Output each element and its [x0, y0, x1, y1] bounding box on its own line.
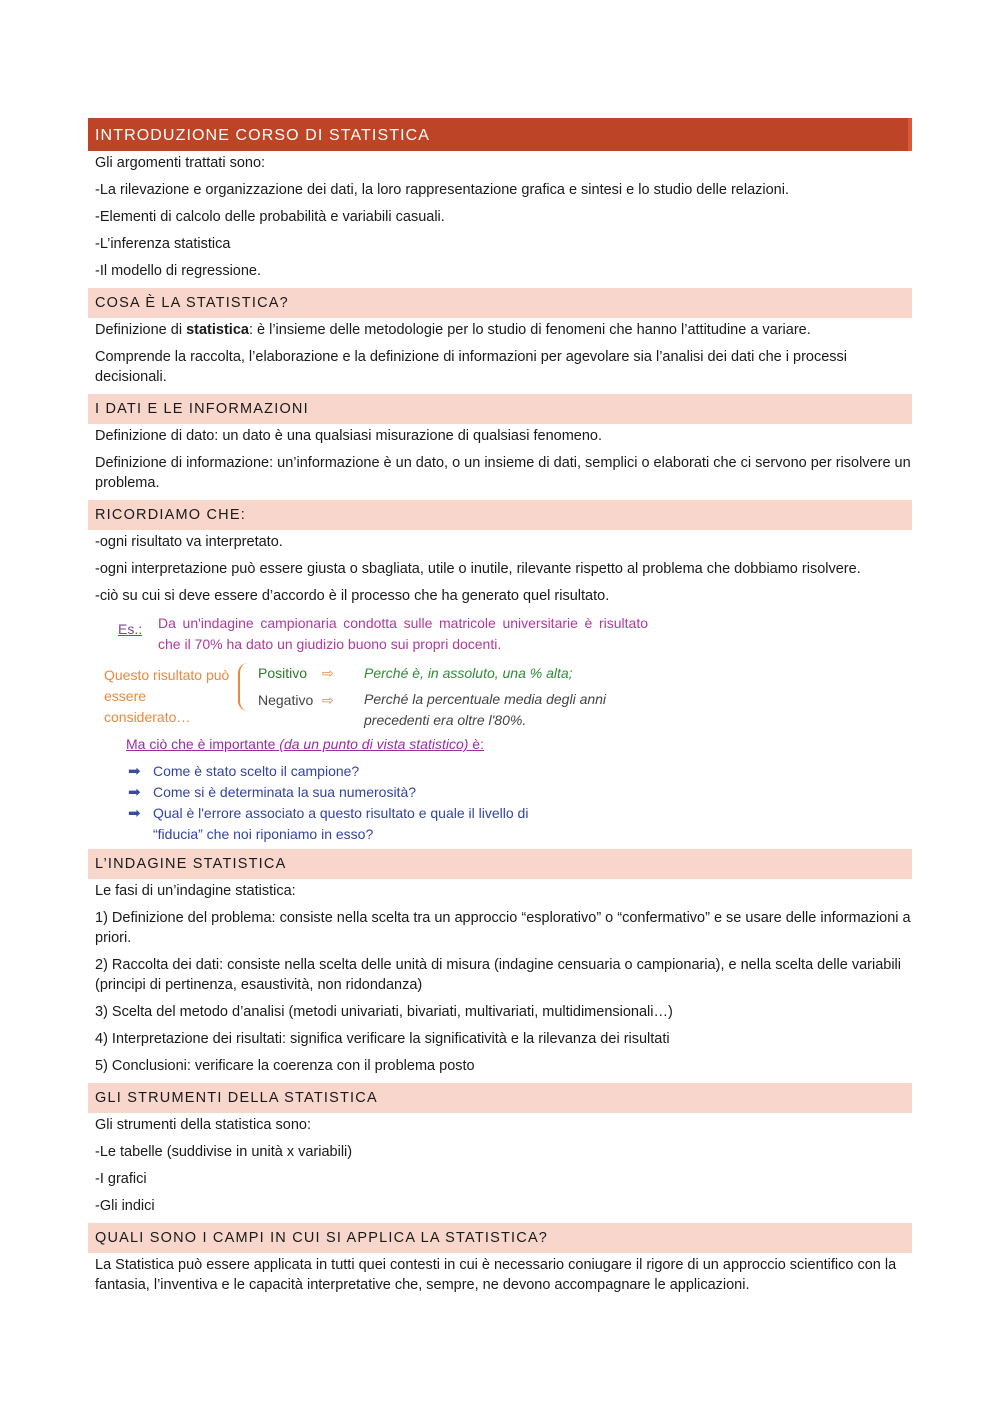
section-heading-dati-informazioni: I DATI E LE INFORMAZIONI — [88, 394, 912, 424]
document-page — [88, 118, 912, 1302]
intro-line: -Elementi di calcolo delle probabilità e variabili casuali. — [95, 209, 445, 225]
example-question-heading — [126, 736, 484, 752]
ma-suffix: è: — [468, 736, 484, 752]
paragraph: -ogni risultato va interpretato. — [95, 534, 283, 550]
example-figure — [88, 613, 912, 846]
paragraph: Le fasi di un’indagine statistica: — [95, 883, 296, 899]
paragraph: La Statistica può essere applicata in tutti quei contesti in cui è necessario coniugare il rigore di un approccio scientifico con la fantasia, l’inventiva e le capacità interpretative che, sempre, ne devono accompagnare le applicazioni. — [95, 1257, 897, 1293]
list-item: ➡ Come è stato scelto il campione? — [128, 763, 360, 780]
intro-line: -La rilevazione e organizzazione dei dati, la loro rappresentazione grafica e sintesi e lo studio delle relazioni. — [95, 182, 789, 198]
paragraph: -ciò su cui si deve essere d’accordo è il processo che ha generato quel risultato. — [95, 588, 610, 604]
paragraph: -ogni interpretazione può essere giusta o sbagliata, utile o inutile, rilevante rispetto al problema che dobbiamo risolvere. — [95, 561, 861, 577]
list-item: -Gli indici — [95, 1198, 155, 1214]
ma-prefix: Ma ciò che è importante — [126, 736, 280, 752]
list-item: -Le tabelle (suddivise in unità x variabili) — [95, 1144, 353, 1160]
list-item: ➡ Qual è l'errore associato a questo risultato e quale il livello di “fiducia” che noi riponiamo in esso? — [128, 805, 529, 842]
phase-item: 5) Conclusioni: verificare la coerenza con il problema posto — [95, 1058, 475, 1074]
paragraph: Comprende la raccolta, l’elaborazione e la definizione di informazioni per agevolare sia l’analisi dei dati che i processi decisionali. — [95, 349, 847, 385]
definition-term: statistica — [186, 322, 249, 338]
example-intro: Da un'indagine campionaria condotta sulle matricole universitarie è risultato che il 70% ha dato un giudizio buono sui propri docenti. — [158, 615, 648, 652]
phase-item: 2) Raccolta dei dati: consiste nella scelta delle unità di misura (indagine censuaria o campionaria), e nella scelta delle variabili (principi di pertinenza, esaustività, non ridondanza) — [95, 957, 901, 993]
section-heading-campi-applicazione: QUALI SONO I CAMPI IN CUI SI APPLICA LA STATISTICA? — [88, 1223, 912, 1253]
definition-statistica — [88, 320, 912, 340]
definition-prefix: Definizione di — [95, 322, 187, 338]
section-heading-ricordiamo-che: RICORDIAMO CHE: — [88, 500, 912, 530]
example-label: Es.: — [118, 621, 143, 637]
document-title: INTRODUZIONE CORSO DI STATISTICA — [88, 118, 912, 151]
option-positive: Positivo — [258, 665, 308, 681]
section-heading-cosa-e-la-statistica: COSA È LA STATISTICA? — [88, 288, 912, 318]
arrow-right-icon: ⇨ — [322, 665, 334, 681]
paragraph: Definizione di dato: un dato è una qualsiasi misurazione di qualsiasi fenomeno. — [95, 428, 603, 444]
list-item: ➡ Come si è determinata la sua numerosità? — [128, 784, 417, 801]
reason-positive: Perché è, in assoluto, una % alta; — [364, 665, 573, 681]
list-item: -I grafici — [95, 1171, 147, 1187]
arrow-right-icon: ➡ — [128, 805, 141, 822]
arrow-right-icon: ➡ — [128, 763, 141, 780]
phase-item: 1) Definizione del problema: consiste nella scelta tra un approccio “esplorativo” o “confermativo” e se usare delle informazioni a priori. — [95, 910, 911, 946]
phase-item: 3) Scelta del metodo d’analisi (metodi univariati, bivariati, multivariati, multidimensionali…) — [95, 1004, 673, 1020]
intro-line: -Il modello di regressione. — [95, 263, 262, 279]
definition-text: : è l’insieme delle metodologie per lo studio di fenomeni che hanno l’attitudine a variare. — [248, 322, 811, 338]
intro-line: -L’inferenza statistica — [95, 236, 231, 252]
brace-shape — [238, 663, 250, 711]
example-question: Questo risultato può essere considerato… — [104, 667, 230, 725]
section-heading-indagine-statistica: L’INDAGINE STATISTICA — [88, 849, 912, 879]
reason-negative: Perché la percentuale media degli anni precedenti era oltre l'80%. — [364, 691, 607, 728]
ma-italic: (da un punto di vista statistico) — [279, 736, 469, 752]
arrow-right-icon: ⇨ — [322, 692, 334, 708]
option-negative: Negativo — [258, 692, 314, 708]
intro-line: Gli argomenti trattati sono: — [95, 155, 266, 171]
paragraph: Gli strumenti della statistica sono: — [95, 1117, 311, 1133]
section-heading-strumenti: GLI STRUMENTI DELLA STATISTICA — [88, 1083, 912, 1113]
phase-item: 4) Interpretazione dei risultati: significa verificare la significatività e la rilevanza dei risultati — [95, 1031, 670, 1047]
arrow-right-icon: ➡ — [128, 784, 141, 801]
paragraph: Definizione di informazione: un’informazione è un dato, o un insieme di dati, semplici o elaborati che ci servono per risolvere un problema. — [95, 455, 911, 491]
